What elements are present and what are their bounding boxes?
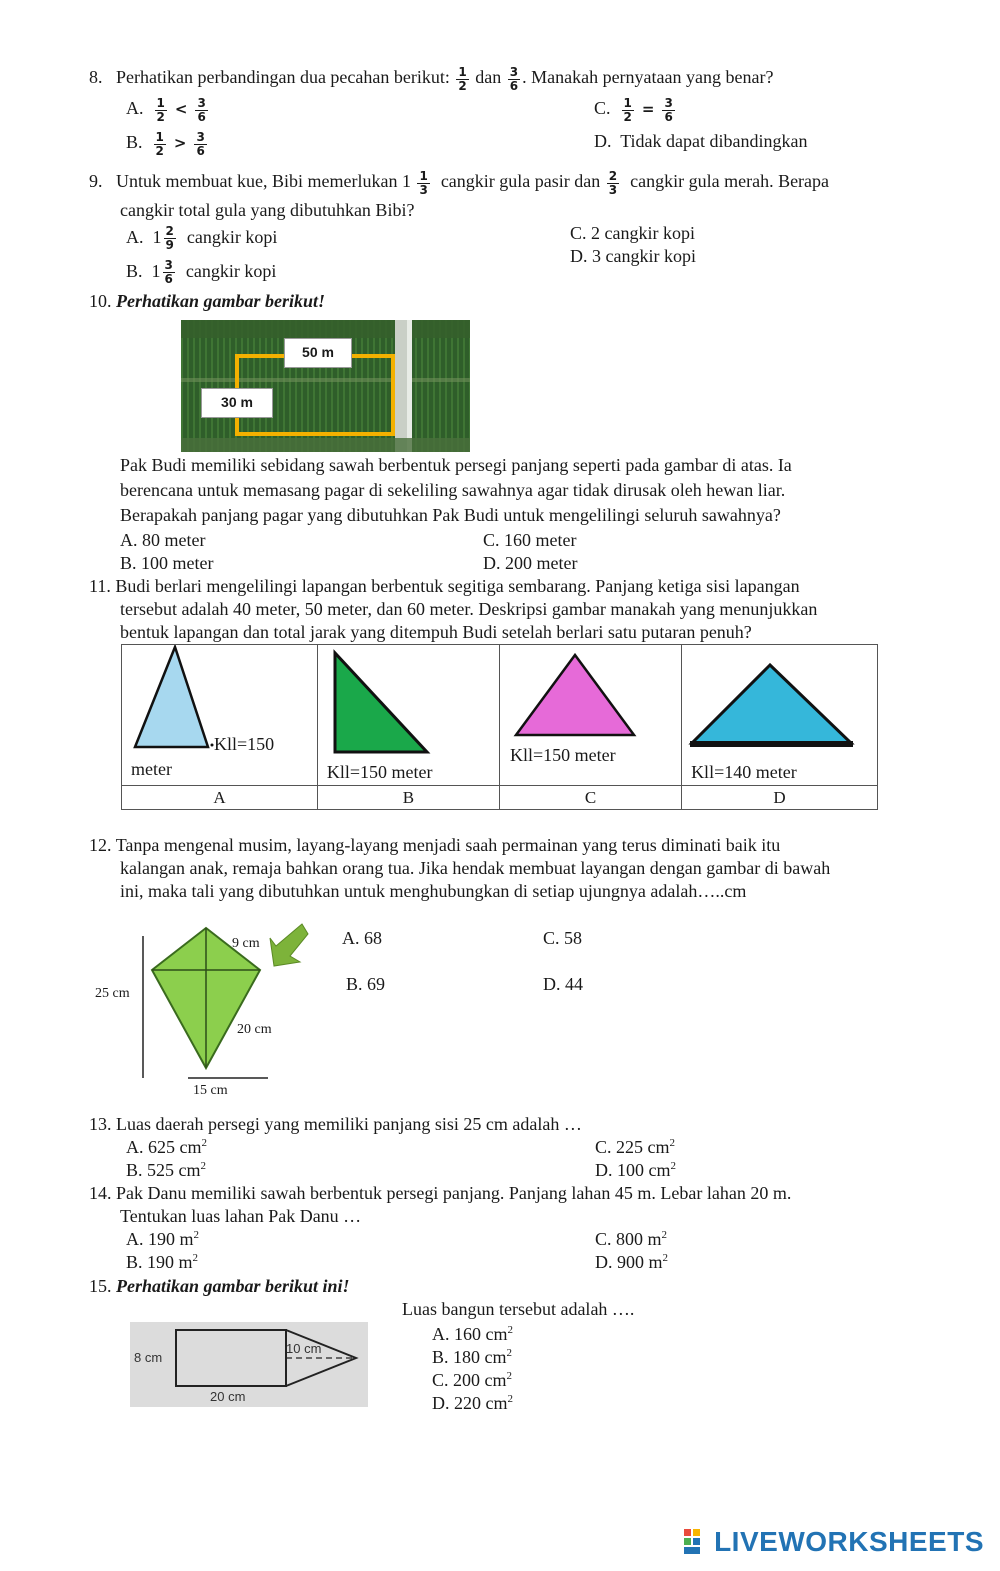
q8-text-after: . Manakah pernyataan yang benar? xyxy=(522,67,774,88)
q14-option-d[interactable]: D. 900 $m^2$ xyxy=(595,1252,668,1272)
q11-caption-b: Kll=150 meter xyxy=(326,762,433,782)
q10-label-short: 30 m xyxy=(201,388,273,418)
q9-option-b[interactable]: B. 1 $\frac{3}{6}$ cangkir kopi xyxy=(126,258,277,286)
q13-prompt: 13. Luas daerah persegi yang memiliki panjang sisi 25 cm adalah … xyxy=(89,1114,582,1134)
q8-fraction-1: $\frac{1}{2}$ xyxy=(458,65,467,93)
q10-text-line2: berencana untuk memasang pagar di sekeliling sawahnya agar tidak dirusak oleh hewan liar. xyxy=(120,480,786,500)
q8-option-a[interactable]: A. $\frac{1}{2}$ < $\frac{3}{6}$ xyxy=(126,96,206,124)
q15-label-triangle: 10 cm xyxy=(286,1341,322,1356)
q12-option-b[interactable]: B. 69 xyxy=(346,974,386,994)
q11-label-c[interactable]: C xyxy=(499,786,681,810)
q13-option-d[interactable]: D. 100 $cm^2$ xyxy=(595,1160,676,1180)
q9-option-d[interactable]: D. 3 cangkir kopi xyxy=(570,246,696,266)
arrow-icon xyxy=(270,924,308,966)
q15-option-d[interactable]: D. 220 $cm^2$ xyxy=(432,1393,513,1413)
q13-option-b[interactable]: B. 525 $cm^2$ xyxy=(126,1160,206,1180)
q11-label-b[interactable]: B xyxy=(317,786,499,810)
q15-question: Luas bangun tersebut adalah …. xyxy=(402,1299,635,1319)
q11-cell-b[interactable] xyxy=(317,645,499,786)
liveworksheets-logo[interactable] xyxy=(684,1526,984,1558)
q9-prompt: 9. Untuk membuat kue, Bibi memerlukan 1 $\frac{1}{3}$ cangkir gula pasir dan $\frac{2}{3}$ cangkir gula merah. Berapa xyxy=(89,169,830,197)
q12-text-line3: ini, maka tali yang dibutuhkan untuk menghubungkan di setiap ujungnya adalah…..cm xyxy=(120,881,747,901)
q11-cell-a[interactable] xyxy=(122,645,318,786)
q10-text-line1: Pak Budi memiliki sebidang sawah berbentuk persegi panjang seperti pada gambar di atas. Ia xyxy=(120,455,792,475)
q15-option-b[interactable]: B. 180 $cm^2$ xyxy=(432,1347,512,1367)
q8-fraction-2: $\frac{3}{6}$ xyxy=(509,65,519,93)
q8-option-d[interactable]: D. Tidak dapat dibandingkan xyxy=(594,131,808,151)
q10-option-d[interactable]: D. 200 meter xyxy=(483,553,578,573)
q14-prompt: 14. Pak Danu memiliki sawah berbentuk persegi panjang. Panjang lahan 45 m. Lebar lahan 20 m. xyxy=(89,1183,792,1203)
q8-text-before: Perhatikan perbandingan dua pecahan berikut: xyxy=(116,67,450,88)
q10-label-long: 50 m xyxy=(284,338,352,368)
q11-caption-c: Kll=150 meter xyxy=(509,745,616,765)
q12-prompt: 12. Tanpa mengenal musim, layang-layang menjadi saah permainan yang terus diminati baik itu xyxy=(89,835,781,855)
q15-heading: 15. Perhatikan gambar berikut ini! xyxy=(89,1276,350,1296)
q14-option-b[interactable]: B. 190 $m^2$ xyxy=(126,1252,199,1272)
q9-option-a[interactable]: A. 1 $\frac{2}{9}$ cangkir kopi xyxy=(126,224,278,252)
q10-heading: 10. Perhatikan gambar berikut! xyxy=(89,291,326,311)
q8-connector: dan xyxy=(475,67,502,88)
q13-option-a[interactable]: A. 625 $cm^2$ xyxy=(126,1137,207,1157)
q11-caption-d: Kll=140 meter xyxy=(691,762,797,782)
q14-option-a[interactable]: A. 190 $m^2$ xyxy=(126,1229,199,1249)
liveworksheets-wordmark: LIVEWORKSHEETS xyxy=(714,1526,984,1557)
q9-prompt-line2: cangkir total gula yang dibutuhkan Bibi? xyxy=(120,200,415,220)
kite-figure xyxy=(90,920,320,1105)
q8-option-c[interactable]: C. $\frac{1}{2}$ = $\frac{3}{6}$ xyxy=(594,96,673,124)
liveworksheets-icon xyxy=(684,1529,710,1555)
q14-text-line2: Tentukan luas lahan Pak Danu … xyxy=(120,1206,362,1226)
q10-option-b[interactable]: B. 100 meter xyxy=(120,553,214,573)
q11-text-line3: bentuk lapangan dan total jarak yang ditempuh Budi setelah berlari satu putaran penuh? xyxy=(120,622,752,642)
q11-caption-a: Kll=150 xyxy=(214,734,275,754)
q15-option-c[interactable]: C. 200 $cm^2$ xyxy=(432,1370,512,1390)
q13-option-c[interactable]: C. 225 $cm^2$ xyxy=(595,1137,675,1157)
q11-label-a[interactable]: A xyxy=(122,786,318,810)
q11-prompt: 11. Budi berlari mengelilingi lapangan berbentuk segitiga sembarang. Panjang ketiga sisi lapangan xyxy=(89,576,800,596)
q12-option-d[interactable]: D. 44 xyxy=(543,974,583,994)
q8-option-b[interactable]: B. $\frac{1}{2}$ > $\frac{3}{6}$ xyxy=(126,130,205,158)
q10-option-c[interactable]: C. 160 meter xyxy=(483,530,577,550)
q10-option-a[interactable]: A. 80 meter xyxy=(120,530,206,550)
q15-figure-photo xyxy=(130,1322,368,1407)
kite-label-height: 25 cm xyxy=(95,986,130,1001)
q9-fraction-2: $\frac{2}{3}$ xyxy=(608,169,618,197)
q8-prompt xyxy=(89,66,773,92)
q11-cell-d[interactable] xyxy=(682,645,878,786)
q11-text-line2: tersebut adalah 40 meter, 50 meter, dan 60 meter. Deskripsi gambar manakah yang menunjukkan xyxy=(120,599,818,619)
q9-fraction-1: $\frac{1}{3}$ xyxy=(419,169,428,197)
kite-label-top: 9 cm xyxy=(232,936,260,951)
q9-number: 9. xyxy=(89,171,103,192)
q8-number: 8. xyxy=(89,67,103,88)
q15-option-a[interactable]: A. 160 $cm^2$ xyxy=(432,1324,513,1344)
kite-label-side: 20 cm xyxy=(237,1022,272,1037)
q11-label-d[interactable]: D xyxy=(682,786,878,810)
q14-option-c[interactable]: C. 800 $m^2$ xyxy=(595,1229,668,1249)
q10-text-line3: Berapakah panjang pagar yang dibutuhkan Pak Budi untuk mengelilingi seluruh sawahnya? xyxy=(120,505,781,525)
q11-options-table xyxy=(121,644,878,810)
q9-option-c[interactable]: C. 2 cangkir kopi xyxy=(570,223,695,243)
q15-label-height: 8 cm xyxy=(134,1350,163,1365)
rice-field-photo xyxy=(181,320,470,452)
q12-text-line2: kalangan anak, remaja bahkan orang tua. Jika hendak membuat layangan dengan gambar di bawah xyxy=(120,858,831,878)
q11-cell-c[interactable] xyxy=(499,645,681,786)
q12-option-a[interactable]: A. 68 xyxy=(342,928,382,948)
q12-option-c[interactable]: C. 58 xyxy=(543,928,583,948)
q11-caption-a-unit: meter xyxy=(131,759,172,779)
q15-label-width: 20 cm xyxy=(210,1389,246,1404)
kite-label-width: 15 cm xyxy=(193,1083,228,1098)
